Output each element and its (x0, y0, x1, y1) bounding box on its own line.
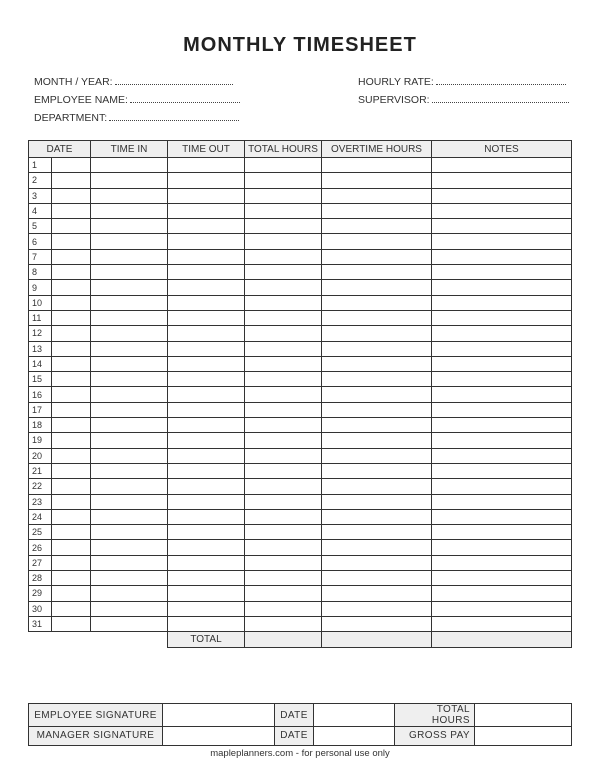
date-cell[interactable] (52, 265, 91, 280)
notes-cell[interactable] (432, 173, 572, 188)
time-out-cell[interactable] (168, 173, 245, 188)
date-cell[interactable] (52, 616, 91, 631)
notes-cell[interactable] (432, 402, 572, 417)
overtime-hours-cell[interactable] (322, 203, 432, 218)
table-row (29, 341, 572, 356)
table-row (29, 555, 572, 570)
total-notes-cell[interactable] (432, 632, 572, 647)
table-row (29, 433, 572, 448)
table-row (29, 540, 572, 555)
date-cell[interactable] (52, 402, 91, 417)
notes-cell[interactable] (432, 249, 572, 264)
day-number: 16 (29, 387, 52, 402)
table-row (29, 601, 572, 616)
overtime-hours-cell[interactable] (322, 387, 432, 402)
date-cell[interactable] (52, 540, 91, 555)
notes-cell[interactable] (432, 280, 572, 295)
employee-signature-row (29, 704, 572, 727)
day-number: 9 (29, 280, 52, 295)
time-in-cell[interactable] (91, 280, 168, 295)
employee-name-field[interactable] (34, 94, 240, 106)
date-cell[interactable] (52, 310, 91, 325)
date-cell[interactable] (52, 601, 91, 616)
total-hours-cell[interactable] (245, 158, 322, 173)
footer-text: mapleplanners.com - for personal use only (210, 748, 390, 759)
day-number: 21 (29, 463, 52, 478)
date-cell[interactable] (52, 280, 91, 295)
time-in-cell[interactable] (91, 525, 168, 540)
day-number: 29 (29, 586, 52, 601)
date-cell[interactable] (52, 341, 91, 356)
day-number: 8 (29, 265, 52, 280)
overtime-hours-cell[interactable] (322, 219, 432, 234)
header-time-out: TIME OUT (168, 141, 245, 158)
notes-cell[interactable] (432, 188, 572, 203)
table-row (29, 188, 572, 203)
time-in-cell[interactable] (91, 173, 168, 188)
day-number: 27 (29, 555, 52, 570)
day-number: 13 (29, 341, 52, 356)
time-out-cell[interactable] (168, 356, 245, 371)
notes-cell[interactable] (432, 616, 572, 631)
overtime-hours-cell[interactable] (322, 173, 432, 188)
table-row (29, 479, 572, 494)
overtime-hours-cell[interactable] (322, 433, 432, 448)
time-in-cell[interactable] (91, 326, 168, 341)
hourly-rate-label: HOURLY RATE: (358, 76, 434, 88)
overtime-hours-cell[interactable] (322, 479, 432, 494)
total-hours-cell[interactable] (245, 219, 322, 234)
overtime-hours-cell[interactable] (322, 234, 432, 249)
day-number: 26 (29, 540, 52, 555)
time-out-cell[interactable] (168, 341, 245, 356)
notes-cell[interactable] (432, 433, 572, 448)
time-in-cell[interactable] (91, 418, 168, 433)
day-number: 30 (29, 601, 52, 616)
day-number: 31 (29, 616, 52, 631)
table-row (29, 494, 572, 509)
day-number: 23 (29, 494, 52, 509)
overtime-hours-cell[interactable] (322, 310, 432, 325)
table-row (29, 310, 572, 325)
day-number: 25 (29, 525, 52, 540)
total-hours-cell[interactable] (245, 433, 322, 448)
table-row (29, 280, 572, 295)
page-title: MONTHLY TIMESHEET (183, 34, 417, 56)
table-row (29, 418, 572, 433)
time-in-cell[interactable] (91, 295, 168, 310)
time-in-cell[interactable] (91, 158, 168, 173)
overtime-hours-cell[interactable] (322, 418, 432, 433)
date-cell[interactable] (52, 433, 91, 448)
time-out-cell[interactable] (168, 448, 245, 463)
total-hours-cell[interactable] (245, 601, 322, 616)
day-number: 6 (29, 234, 52, 249)
employee-signature-cell[interactable] (163, 704, 275, 727)
day-number: 3 (29, 188, 52, 203)
overtime-hours-cell[interactable] (322, 509, 432, 524)
time-in-cell[interactable] (91, 310, 168, 325)
time-out-cell[interactable] (168, 280, 245, 295)
time-in-cell[interactable] (91, 341, 168, 356)
table-row (29, 234, 572, 249)
table-row (29, 219, 572, 234)
supervisor-label: SUPERVISOR: (358, 94, 430, 106)
total-hours-cell[interactable] (245, 203, 322, 218)
overtime-hours-cell[interactable] (322, 571, 432, 586)
time-out-cell[interactable] (168, 387, 245, 402)
overtime-hours-cell[interactable] (322, 280, 432, 295)
total-hours-cell[interactable] (245, 448, 322, 463)
date-cell[interactable] (52, 494, 91, 509)
notes-cell[interactable] (432, 509, 572, 524)
table-row (29, 158, 572, 173)
total-hours-cell[interactable] (245, 555, 322, 570)
time-out-cell[interactable] (168, 509, 245, 524)
time-in-cell[interactable] (91, 203, 168, 218)
notes-cell[interactable] (432, 265, 572, 280)
gross-pay-label: GROSS PAY (395, 727, 475, 746)
notes-cell[interactable] (432, 448, 572, 463)
total-hours-value[interactable] (475, 704, 572, 727)
signature-table (28, 703, 572, 746)
month-year-label: MONTH / YEAR: (34, 76, 113, 88)
date-cell[interactable] (52, 525, 91, 540)
table-row (29, 173, 572, 188)
day-number: 11 (29, 310, 52, 325)
table-row (29, 249, 572, 264)
overtime-hours-cell[interactable] (322, 586, 432, 601)
overtime-hours-cell[interactable] (322, 249, 432, 264)
date-cell[interactable] (52, 387, 91, 402)
total-hours-cell[interactable] (245, 479, 322, 494)
manager-signature-label: MANAGER SIGNATURE (29, 727, 163, 746)
overtime-hours-cell[interactable] (322, 356, 432, 371)
header-total-hours: TOTAL HOURS (245, 141, 322, 158)
total-hours-cell[interactable] (245, 249, 322, 264)
time-out-cell[interactable] (168, 433, 245, 448)
time-in-cell[interactable] (91, 601, 168, 616)
date-cell[interactable] (52, 173, 91, 188)
notes-cell[interactable] (432, 326, 572, 341)
total-hours-cell[interactable] (245, 295, 322, 310)
time-in-cell[interactable] (91, 448, 168, 463)
notes-cell[interactable] (432, 234, 572, 249)
overtime-hours-cell[interactable] (322, 555, 432, 570)
notes-cell[interactable] (432, 555, 572, 570)
table-row (29, 448, 572, 463)
day-number: 18 (29, 418, 52, 433)
notes-cell[interactable] (432, 203, 572, 218)
day-number: 22 (29, 479, 52, 494)
time-out-cell[interactable] (168, 265, 245, 280)
day-number: 14 (29, 356, 52, 371)
table-row (29, 387, 572, 402)
time-out-cell[interactable] (168, 479, 245, 494)
date-cell[interactable] (52, 188, 91, 203)
notes-cell[interactable] (432, 341, 572, 356)
table-row (29, 616, 572, 631)
notes-cell[interactable] (432, 586, 572, 601)
employee-date-cell[interactable] (314, 704, 395, 727)
overtime-hours-cell[interactable] (322, 295, 432, 310)
date-cell[interactable] (52, 158, 91, 173)
day-number: 2 (29, 173, 52, 188)
supervisor-line[interactable] (432, 94, 569, 103)
time-out-cell[interactable] (168, 295, 245, 310)
table-row (29, 372, 572, 387)
total-hours-cell[interactable] (245, 188, 322, 203)
date-cell[interactable] (52, 295, 91, 310)
time-out-cell[interactable] (168, 494, 245, 509)
day-number: 19 (29, 433, 52, 448)
total-overtime-cell[interactable] (322, 632, 432, 647)
time-in-cell[interactable] (91, 433, 168, 448)
date-cell[interactable] (52, 326, 91, 341)
notes-cell[interactable] (432, 571, 572, 586)
time-in-cell[interactable] (91, 402, 168, 417)
time-in-cell[interactable] (91, 372, 168, 387)
time-in-cell[interactable] (91, 265, 168, 280)
notes-cell[interactable] (432, 463, 572, 478)
table-row (29, 203, 572, 218)
date-cell[interactable] (52, 356, 91, 371)
manager-date-label: DATE (275, 727, 314, 746)
total-label: TOTAL (168, 632, 245, 647)
time-in-cell[interactable] (91, 188, 168, 203)
date-cell[interactable] (52, 555, 91, 570)
table-row (29, 265, 572, 280)
time-out-cell[interactable] (168, 310, 245, 325)
time-in-cell[interactable] (91, 586, 168, 601)
total-hours-cell[interactable] (245, 402, 322, 417)
notes-cell[interactable] (432, 310, 572, 325)
day-number: 12 (29, 326, 52, 341)
time-in-cell[interactable] (91, 555, 168, 570)
total-hours-cell[interactable] (245, 418, 322, 433)
notes-cell[interactable] (432, 525, 572, 540)
date-cell[interactable] (52, 509, 91, 524)
total-hours-cell[interactable] (245, 280, 322, 295)
day-number: 10 (29, 295, 52, 310)
total-hours-cell[interactable] (245, 540, 322, 555)
date-cell[interactable] (52, 234, 91, 249)
header-notes: NOTES (432, 141, 572, 158)
date-cell[interactable] (52, 463, 91, 478)
time-out-cell[interactable] (168, 525, 245, 540)
time-in-cell[interactable] (91, 540, 168, 555)
day-number: 20 (29, 448, 52, 463)
total-hours-cell[interactable] (245, 586, 322, 601)
time-in-cell[interactable] (91, 463, 168, 478)
notes-cell[interactable] (432, 494, 572, 509)
employee-name-line[interactable] (130, 94, 240, 103)
total-hours-cell[interactable] (245, 372, 322, 387)
day-number: 4 (29, 203, 52, 218)
overtime-hours-cell[interactable] (322, 540, 432, 555)
header-overtime-hours: OVERTIME HOURS (322, 141, 432, 158)
time-out-cell[interactable] (168, 234, 245, 249)
time-out-cell[interactable] (168, 249, 245, 264)
date-cell[interactable] (52, 372, 91, 387)
time-out-cell[interactable] (168, 219, 245, 234)
total-hours-cell[interactable] (245, 525, 322, 540)
date-cell[interactable] (52, 571, 91, 586)
table-row (29, 356, 572, 371)
department-field[interactable] (34, 112, 239, 124)
time-in-cell[interactable] (91, 356, 168, 371)
date-cell[interactable] (52, 249, 91, 264)
notes-cell[interactable] (432, 372, 572, 387)
overtime-hours-cell[interactable] (322, 402, 432, 417)
total-hours-cell[interactable] (245, 616, 322, 631)
total-hours-cell[interactable] (245, 494, 322, 509)
time-out-cell[interactable] (168, 188, 245, 203)
time-out-cell[interactable] (168, 601, 245, 616)
total-hours-cell[interactable] (245, 387, 322, 402)
total-hours-cell[interactable] (245, 310, 322, 325)
notes-cell[interactable] (432, 387, 572, 402)
time-in-cell[interactable] (91, 509, 168, 524)
table-row (29, 525, 572, 540)
overtime-hours-cell[interactable] (322, 188, 432, 203)
total-hours-cell[interactable] (245, 632, 322, 647)
header-date: DATE (29, 141, 91, 158)
time-out-cell[interactable] (168, 372, 245, 387)
manager-signature-cell[interactable] (163, 727, 275, 746)
supervisor-field[interactable] (358, 94, 569, 106)
notes-cell[interactable] (432, 418, 572, 433)
time-out-cell[interactable] (168, 616, 245, 631)
header-row (29, 141, 572, 158)
manager-date-cell[interactable] (314, 727, 395, 746)
time-out-cell[interactable] (168, 326, 245, 341)
time-in-cell[interactable] (91, 494, 168, 509)
time-out-cell[interactable] (168, 203, 245, 218)
month-year-field[interactable] (34, 76, 233, 88)
total-hours-cell[interactable] (245, 173, 322, 188)
date-cell[interactable] (52, 479, 91, 494)
overtime-hours-cell[interactable] (322, 448, 432, 463)
overtime-hours-cell[interactable] (322, 494, 432, 509)
total-hours-cell[interactable] (245, 463, 322, 478)
total-hours-cell[interactable] (245, 265, 322, 280)
time-in-cell[interactable] (91, 616, 168, 631)
notes-cell[interactable] (432, 540, 572, 555)
total-hours-cell[interactable] (245, 341, 322, 356)
date-cell[interactable] (52, 448, 91, 463)
notes-cell[interactable] (432, 295, 572, 310)
overtime-hours-cell[interactable] (322, 326, 432, 341)
day-number: 28 (29, 571, 52, 586)
header-time-in: TIME IN (91, 141, 168, 158)
notes-cell[interactable] (432, 479, 572, 494)
notes-cell[interactable] (432, 601, 572, 616)
time-out-cell[interactable] (168, 418, 245, 433)
time-in-cell[interactable] (91, 479, 168, 494)
time-out-cell[interactable] (168, 540, 245, 555)
table-row (29, 463, 572, 478)
overtime-hours-cell[interactable] (322, 616, 432, 631)
hourly-rate-line[interactable] (436, 76, 566, 85)
month-year-line[interactable] (115, 76, 233, 85)
total-hours-cell[interactable] (245, 509, 322, 524)
date-cell[interactable] (52, 418, 91, 433)
time-out-cell[interactable] (168, 586, 245, 601)
employee-date-label: DATE (275, 704, 314, 727)
notes-cell[interactable] (432, 356, 572, 371)
time-out-cell[interactable] (168, 158, 245, 173)
employee-name-label: EMPLOYEE NAME: (34, 94, 128, 106)
overtime-hours-cell[interactable] (322, 341, 432, 356)
total-hours-cell[interactable] (245, 234, 322, 249)
total-hours-cell[interactable] (245, 356, 322, 371)
table-row (29, 571, 572, 586)
table-row (29, 295, 572, 310)
time-in-cell[interactable] (91, 249, 168, 264)
department-line[interactable] (109, 112, 239, 121)
day-number: 7 (29, 249, 52, 264)
time-in-cell[interactable] (91, 219, 168, 234)
overtime-hours-cell[interactable] (322, 372, 432, 387)
manager-signature-row (29, 727, 572, 746)
total-spacer (29, 632, 168, 647)
time-in-cell[interactable] (91, 234, 168, 249)
day-number: 15 (29, 372, 52, 387)
employee-signature-label: EMPLOYEE SIGNATURE (29, 704, 163, 727)
total-hours-cell[interactable] (245, 326, 322, 341)
overtime-hours-cell[interactable] (322, 601, 432, 616)
table-row (29, 509, 572, 524)
gross-pay-value[interactable] (475, 727, 572, 746)
total-hours-cell[interactable] (245, 571, 322, 586)
day-number: 5 (29, 219, 52, 234)
time-out-cell[interactable] (168, 571, 245, 586)
date-cell[interactable] (52, 586, 91, 601)
overtime-hours-cell[interactable] (322, 525, 432, 540)
day-number: 17 (29, 402, 52, 417)
table-row (29, 326, 572, 341)
table-row (29, 586, 572, 601)
time-out-cell[interactable] (168, 402, 245, 417)
timesheet-table (28, 140, 572, 648)
table-row (29, 402, 572, 417)
notes-cell[interactable] (432, 158, 572, 173)
overtime-hours-cell[interactable] (322, 463, 432, 478)
time-in-cell[interactable] (91, 387, 168, 402)
overtime-hours-cell[interactable] (322, 158, 432, 173)
time-out-cell[interactable] (168, 463, 245, 478)
date-cell[interactable] (52, 219, 91, 234)
department-label: DEPARTMENT: (34, 112, 108, 124)
day-number: 24 (29, 509, 52, 524)
date-cell[interactable] (52, 203, 91, 218)
hourly-rate-field[interactable] (358, 76, 566, 88)
time-out-cell[interactable] (168, 555, 245, 570)
notes-cell[interactable] (432, 219, 572, 234)
total-row (29, 632, 572, 647)
total-hours-label: TOTAL HOURS (395, 704, 475, 727)
time-in-cell[interactable] (91, 571, 168, 586)
overtime-hours-cell[interactable] (322, 265, 432, 280)
day-number: 1 (29, 158, 52, 173)
